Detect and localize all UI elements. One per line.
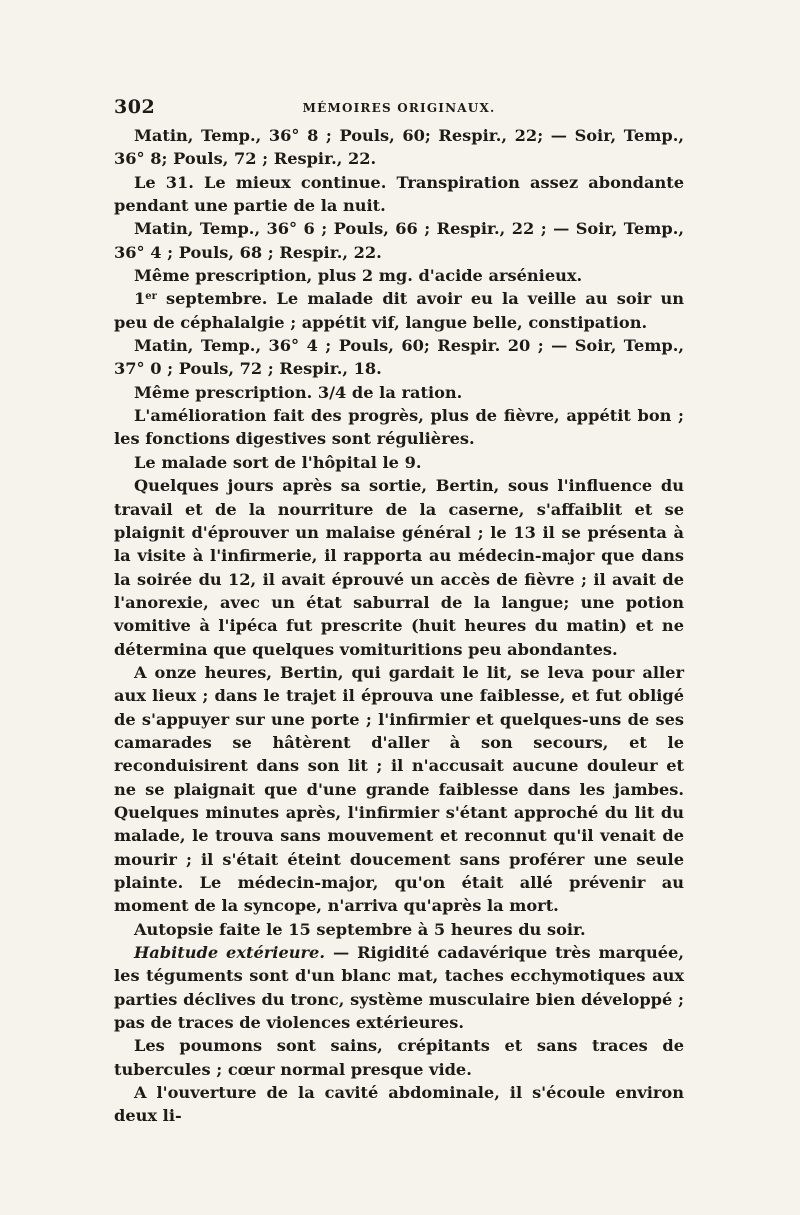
paragraph-lungs: Les poumons sont sains, crépitants et sans traces de tubercules ; cœur normal presque vide. bbox=[114, 1036, 684, 1079]
paragraph-september-1: 1er septembre. Le malade dit avoir eu la veille au soir un peu de céphalalgie ; appétit vif, langue belle, constipation. bbox=[114, 289, 684, 332]
paragraph-external-habit: Habitude extérieure. — Rigidité cadavérique très marquée, les téguments sont d'un blanc mat, taches ecchymotiques aux parties déclives du tronc, système musculaire bien développé ; pas de traces de violences extérieures. bbox=[114, 943, 684, 1033]
paragraph-temperature-sept-1: Matin, Temp., 36° 4 ; Pouls, 60; Respir. 20 ; — Soir, Temp., 37° 0 ; Pouls, 72 ; Respir., 18. bbox=[114, 336, 684, 379]
paragraph-temperature-31: Matin, Temp., 36° 6 ; Pouls, 66 ; Respir., 22 ; — Soir, Temp., 36° 4 ; Pouls, 68 ; Respir., 22. bbox=[114, 219, 684, 262]
paragraph-prescription-arsenic: Même prescription, plus 2 mg. d'acide arsénieux. bbox=[134, 266, 583, 286]
paragraph-relapse: Quelques jours après sa sortie, Bertin, sous l'influence du travail et de la nourriture de la caserne, s'affaiblit et se plaignit d'éprouver un malaise général ; le 13 il se présenta à la visite à l'infirmerie, il rapporta au médecin-major que dans la soirée du 12, il avait éprouvé un accès de fièvre ; il avait de l'anorexie, avec un état saburral de la langue; une potion vomitive à l'ipéca fut prescrite (huit heures du matin) et ne détermina que quelques vomituritions peu abondantes. bbox=[114, 476, 684, 659]
paragraph-discharge: Le malade sort de l'hôpital le 9. bbox=[134, 452, 422, 472]
paragraph-death: A onze heures, Bertin, qui gardait le lit, se leva pour aller aux lieux ; dans le trajet il éprouva une faiblesse, et fut obligé de s'appuyer sur une porte ; l'infirmier et quelques-uns de ses camarades se hâtèrent d'aller à son secours, et le reconduisirent dans son lit ; il n'accusait aucune douleur et ne se plaignait que d'une grande faiblesse dans les jambes. Quelques minutes après, l'infirmier s'étant approché du lit du malade, le trouva sans mouvement et reconnut qu'il venait de mourir ; il s'était éteint doucement sans proférer une seule plainte. Le médecin-major, qu'on était allé prévenir au moment de la syncope, n'arriva qu'après la mort. bbox=[114, 662, 684, 916]
paragraph-day-31: Le 31. Le mieux continue. Transpiration assez abondante pendant une partie de la nuit. bbox=[114, 172, 684, 216]
page-number: 302 bbox=[114, 96, 156, 118]
page bbox=[114, 96, 684, 1128]
paragraph-temperature-30: Matin, Temp., 36° 8 ; Pouls, 60; Respir., 22; — Soir, Temp., 36° 8; Pouls, 72 ; Respir., 22. bbox=[114, 126, 684, 169]
running-title: MÉMOIRES ORIGINAUX. bbox=[302, 101, 496, 115]
paragraph-prescription-ration: Même prescription. 3/4 de la ration. bbox=[134, 382, 463, 402]
page-header bbox=[114, 96, 684, 122]
paragraph-autopsy: Autopsie faite le 15 septembre à 5 heures du soir. bbox=[134, 919, 586, 939]
paragraph-abdomen: A l'ouverture de la cavité abdominale, il s'écoule environ deux li- bbox=[114, 1083, 684, 1126]
paragraph-improvement: L'amélioration fait des progrès, plus de fièvre, appétit bon ; les fonctions digestives sont régulières. bbox=[114, 406, 684, 449]
body-text bbox=[114, 124, 684, 1128]
